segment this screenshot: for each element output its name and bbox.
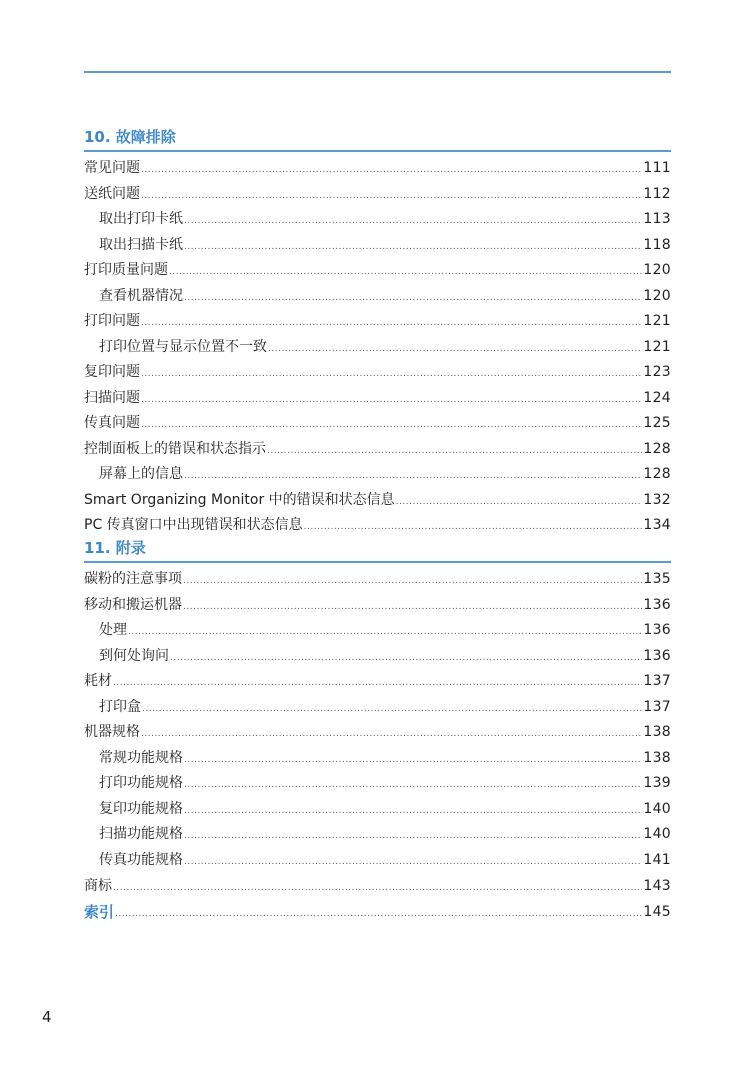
toc-subentry[interactable] xyxy=(99,617,671,639)
toc-entry-label[interactable]: 常见问题 xyxy=(84,160,140,176)
toc-entry-page[interactable]: 112 xyxy=(643,186,671,202)
toc-subentry[interactable] xyxy=(99,334,671,356)
dot-leader xyxy=(141,418,642,432)
toc-entry-label[interactable]: 打印位置与显示位置不一致 xyxy=(99,339,267,355)
toc-entry-label[interactable]: 控制面板上的错误和状态指示 xyxy=(84,441,266,457)
toc-subentry[interactable] xyxy=(99,821,671,843)
toc-entry-page[interactable]: 113 xyxy=(643,211,671,227)
dot-leader xyxy=(170,651,642,665)
toc-entry[interactable] xyxy=(84,512,671,534)
chapter-title[interactable]: 10. 故障排除 xyxy=(84,128,176,146)
toc-entry-page[interactable]: 140 xyxy=(643,801,671,817)
toc-entry-page[interactable]: 136 xyxy=(643,597,671,613)
toc-entry-page[interactable]: 134 xyxy=(643,517,671,533)
toc-entry-page[interactable]: 120 xyxy=(643,288,671,304)
dot-leader xyxy=(184,753,642,767)
toc-entry-page[interactable]: 138 xyxy=(643,724,671,740)
dot-leader xyxy=(141,727,642,741)
toc-entry[interactable] xyxy=(84,359,671,381)
toc-entry[interactable] xyxy=(84,257,671,279)
page-number: 4 xyxy=(42,1008,52,1026)
toc-entry[interactable] xyxy=(84,592,671,614)
dot-leader xyxy=(183,574,642,588)
toc-entry[interactable] xyxy=(84,308,671,330)
toc-entry-page[interactable]: 137 xyxy=(643,699,671,715)
toc-entry-page[interactable]: 141 xyxy=(643,852,671,868)
toc-entry-label[interactable]: 打印问题 xyxy=(84,313,140,329)
toc-entry-page[interactable]: 136 xyxy=(643,648,671,664)
index-label[interactable]: 索引 xyxy=(84,903,115,921)
toc-entry-page[interactable]: 111 xyxy=(643,160,671,176)
toc-entry-label[interactable]: 屏幕上的信息 xyxy=(99,466,183,482)
dot-leader xyxy=(184,214,642,228)
dot-leader xyxy=(113,676,642,690)
dot-leader xyxy=(141,189,642,203)
dot-leader xyxy=(396,495,643,509)
toc-entry[interactable] xyxy=(84,487,671,509)
toc-entry[interactable] xyxy=(84,668,671,690)
toc-entry-page[interactable]: 140 xyxy=(643,826,671,842)
toc-entry[interactable] xyxy=(84,410,671,432)
toc-entry-page[interactable]: 135 xyxy=(643,571,671,587)
toc-entry-label[interactable]: 耗材 xyxy=(84,673,112,689)
dot-leader xyxy=(184,829,642,843)
toc-entry-label[interactable]: 扫描功能规格 xyxy=(99,826,183,842)
chapter-title[interactable]: 11. 附录 xyxy=(84,539,146,557)
toc-entry-label[interactable]: 打印质量问题 xyxy=(84,262,168,278)
dot-leader xyxy=(304,520,643,534)
toc-entry-label[interactable]: 常规功能规格 xyxy=(99,750,183,766)
toc-index-entry[interactable] xyxy=(84,899,671,921)
toc-entry-label[interactable]: 移动和搬运机器 xyxy=(84,597,182,613)
toc-entry-label[interactable]: Smart Organizing Monitor 中的错误和状态信息 xyxy=(84,492,395,508)
toc-entry-label[interactable]: 打印功能规格 xyxy=(99,775,183,791)
toc-subentry[interactable] xyxy=(99,206,671,228)
toc-subentry[interactable] xyxy=(99,694,671,716)
toc-entry-label[interactable]: 取出扫描卡纸 xyxy=(99,237,183,253)
toc-subentry[interactable] xyxy=(99,847,671,869)
dot-leader xyxy=(268,342,642,356)
toc-entry[interactable] xyxy=(84,719,671,741)
toc-entry-label[interactable]: 复印问题 xyxy=(84,364,140,380)
toc-entry[interactable] xyxy=(84,436,671,458)
dot-leader xyxy=(113,881,642,895)
toc-entry-label[interactable]: 处理 xyxy=(99,622,127,638)
chapter-heading xyxy=(84,539,671,563)
dot-leader xyxy=(169,265,642,279)
dot-leader xyxy=(141,316,642,330)
toc-entry-label[interactable]: 复印功能规格 xyxy=(99,801,183,817)
toc-entry-label[interactable]: 扫描问题 xyxy=(84,390,140,406)
dot-leader xyxy=(141,163,642,177)
toc-entry-label[interactable]: 查看机器情况 xyxy=(99,288,183,304)
dot-leader xyxy=(184,778,642,792)
dot-leader xyxy=(141,393,642,407)
toc-subentry[interactable] xyxy=(99,461,671,483)
toc-entry-page[interactable]: 125 xyxy=(643,415,671,431)
toc-subentry[interactable] xyxy=(99,770,671,792)
toc-entry-page[interactable]: 143 xyxy=(643,878,671,894)
toc-entry-page[interactable]: 123 xyxy=(643,364,671,380)
toc-entry-label[interactable]: 机器规格 xyxy=(84,724,140,740)
index-page[interactable]: 145 xyxy=(643,904,671,920)
toc-entry-label[interactable]: 商标 xyxy=(84,878,112,894)
toc-entry-label[interactable]: 取出打印卡纸 xyxy=(99,211,183,227)
toc-subentry[interactable] xyxy=(99,745,671,767)
toc-entry-page[interactable]: 139 xyxy=(643,775,671,791)
dot-leader xyxy=(142,702,642,716)
toc-entry[interactable] xyxy=(84,873,671,895)
dot-leader xyxy=(128,625,642,639)
toc-subentry[interactable] xyxy=(99,283,671,305)
toc-entry-label[interactable]: PC 传真窗口中出现错误和状态信息 xyxy=(84,517,303,533)
dot-leader xyxy=(183,600,642,614)
toc-entry[interactable] xyxy=(84,155,671,177)
chapter-heading xyxy=(84,128,671,152)
dot-leader xyxy=(184,804,642,818)
toc-entry-label[interactable]: 打印盒 xyxy=(99,699,141,715)
toc-entry-page[interactable]: 128 xyxy=(643,466,671,482)
toc-entry-page[interactable]: 138 xyxy=(643,750,671,766)
dot-leader xyxy=(184,291,642,305)
dot-leader xyxy=(267,444,642,458)
toc-entry-page[interactable]: 136 xyxy=(643,622,671,638)
toc-subentry[interactable] xyxy=(99,643,671,665)
header-rule xyxy=(84,71,671,73)
toc-entry-label[interactable]: 传真功能规格 xyxy=(99,852,183,868)
toc-entry-page[interactable]: 137 xyxy=(643,673,671,689)
toc-entry-label[interactable]: 传真问题 xyxy=(84,415,140,431)
toc-entry[interactable] xyxy=(84,385,671,407)
dot-leader xyxy=(184,240,642,254)
dot-leader xyxy=(184,469,642,483)
toc-entry-page[interactable]: 132 xyxy=(643,492,671,508)
dot-leader xyxy=(184,855,642,869)
dot-leader xyxy=(115,907,642,921)
toc-entry-label[interactable]: 到何处询问 xyxy=(99,648,169,664)
toc-subentry[interactable] xyxy=(99,796,671,818)
dot-leader xyxy=(141,367,642,381)
toc-entry-page[interactable]: 121 xyxy=(643,313,671,329)
toc-entry[interactable] xyxy=(84,566,671,588)
toc-entry-label[interactable]: 送纸问题 xyxy=(84,186,140,202)
toc-entry-label[interactable]: 碳粉的注意事项 xyxy=(84,571,182,587)
toc-subentry[interactable] xyxy=(99,232,671,254)
toc-entry[interactable] xyxy=(84,181,671,203)
toc-entry-page[interactable]: 121 xyxy=(643,339,671,355)
toc-entry-page[interactable]: 124 xyxy=(643,390,671,406)
toc-entry-page[interactable]: 120 xyxy=(643,262,671,278)
toc-entry-page[interactable]: 128 xyxy=(643,441,671,457)
toc-entry-page[interactable]: 118 xyxy=(643,237,671,253)
